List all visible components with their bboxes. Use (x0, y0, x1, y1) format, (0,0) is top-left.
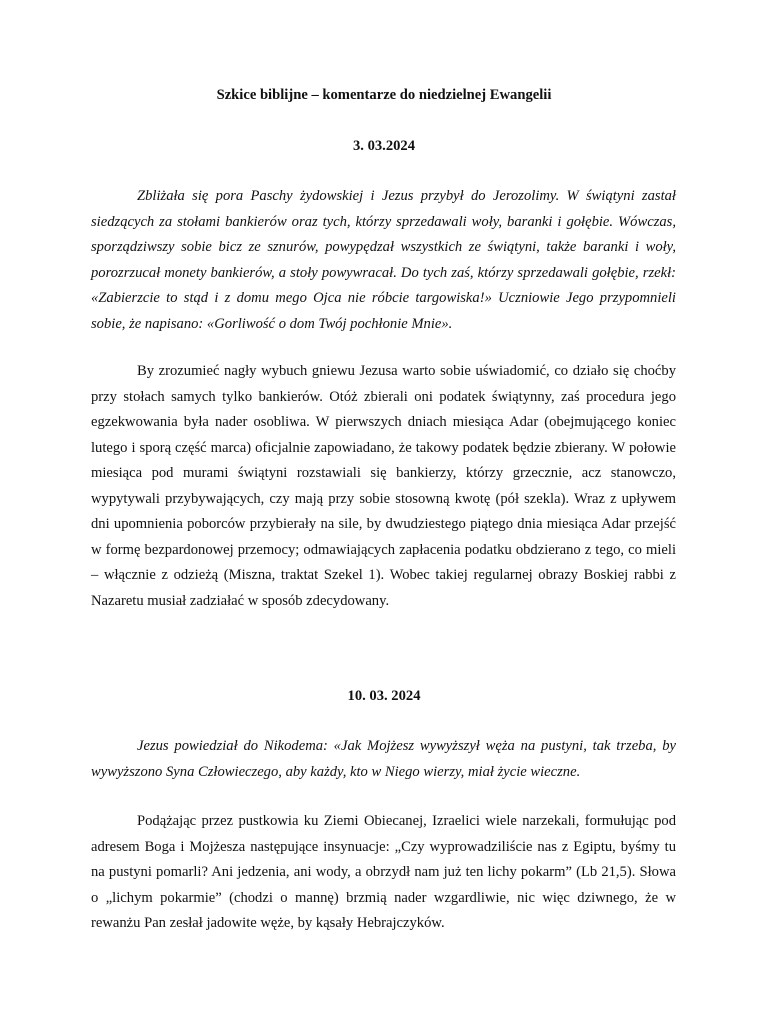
section-date-heading: 3. 03.2024 (352, 138, 416, 154)
commentary-paragraph: By zrozumieć nagły wybuch gniewu Jezusa warto sobie uświadomić, co działo się choćby przy stołach samych tylko bankierów. Otóż zbierali oni podatek świątynny, zaś procedura jego egzekwowania była nader osobliwa. W pierwszych dniach miesiąca Adar (obejmującego koniec lutego i sporą część marca) oficjalnie zapowiadano, że takowy podatek będzie zbierany. W połowie miesiąca pod murami świątyni rozstawiali się bankierzy, którzy grzecznie, acz stanowczo, wypytywali przybywających, czy mają przy sobie stosowną kwotę (pół szekla). Wraz z upływem dni upomnienia poborców przybierały na sile, by dwudziestego piątego dnia miesiąca Adar przejść w formę bezpardonowej przemocy; odmawiających zapłacenia podatku obdzierano z tego, co mieli – włącznie z odzieżą (Miszna, traktat Szekel 1). Wobec takiej regularnej obrazy Boskiej rabbi z Nazaretu musiał zadziałać w sposób zdecydowany. (91, 363, 676, 609)
gospel-quote-paragraph: Jezus powiedział do Nikodema: «Jak Mojżesz wywyższył węża na pustyni, tak trzeba, by wywyższono Syna Człowieczego, aby każdy, kto w Niego wierzy, miał życie wieczne. (91, 738, 676, 780)
section-date-heading: 10. 03. 2024 (347, 688, 421, 704)
document-title: Szkice biblijne – komentarze do niedzielnej Ewangelii (216, 87, 552, 103)
commentary-paragraph: Podążając przez pustkowia ku Ziemi Obiecanej, Izraelici wiele narzekali, formułując pod adresem Boga i Mojżesza następujące insynuacje: „Czy wyprowadziliście nas z Egiptu, byśmy tu na pustyni pomarli? Ani jedzenia, ani wody, a obrzydł nam już ten lichy pokarm” (Lb 21,5). Słowa o „lichym pokarmie” (chodzi o mannę) brzmią nader wzgardliwie, nic więc dziwnego, że w rewanżu Pan zesłał jadowite węże, by kąsały Hebrajczyków. (91, 813, 676, 931)
gospel-quote-paragraph: Zbliżała się pora Paschy żydowskiej i Jezus przybył do Jerozolimy. W świątyni zastał siedzących za stołami bankierów oraz tych, którzy sprzedawali woły, baranki i gołębie. Wówczas, sporządziwszy sobie bicz ze sznurów, powypędzał wszystkich ze świątyni, także baranki i woły, porozrzucał monety bankierów, a stoły powywracał. Do tych zaś, którzy sprzedawali gołębie, rzekł: «Zabierzcie to stąd i z domu mego Ojca nie róbcie targowiska!» Uczniowie Jego przypomnieli sobie, że napisano: «Gorliwość o dom Twój pochłonie Mnie». (91, 188, 676, 332)
